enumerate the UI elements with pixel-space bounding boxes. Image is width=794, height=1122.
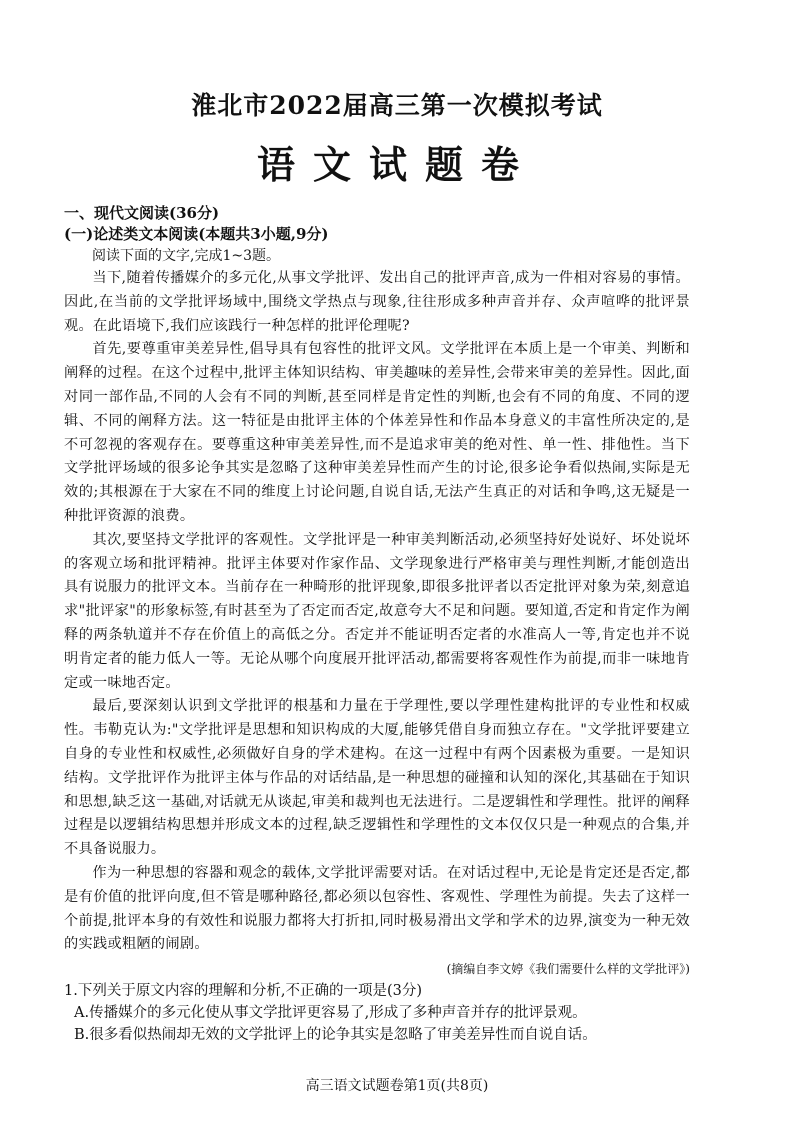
section-subtitle: (一)论述类文本阅读(本题共3小题,9分) xyxy=(64,225,329,243)
passage-paragraph-1: 当下,随着传播媒介的多元化,从事文学批评、发出自己的批评声音,成为一件相对容易的事情。因此,在当前的文学批评场域中,围绕文学热点与现象,往往形成多种声音并存、众声喧哗的批评景观。在此语境下,我们应该践行一种怎样的批评伦理呢? xyxy=(64,270,690,334)
reading-instruction: 阅读下面的文字,完成1~3题。 xyxy=(92,248,280,264)
subject-title: 语文试题卷 xyxy=(256,142,537,187)
exam-content xyxy=(64,203,690,1046)
passage-source: (摘编自李文婷《我们需要什么样的文学批评》) xyxy=(446,962,690,977)
page-footer: 高三语文试题卷第1页(共8页) xyxy=(305,1078,489,1094)
section-title: 一、现代文阅读(36分) xyxy=(64,204,220,222)
passage-paragraph-4: 最后,要深刻认识到文学批评的根基和力量在于学理性,要以学理性建构批评的专业性和权威性。韦勒克认为:"文学批评是思想和知识构成的大厦,能够凭借自身而独立存在。"文学批评要建立自身的专业性和权威性,必须做好自身的学术建构。在这一过程中有两个因素极为重要。一是知识结构。文学批评作为批评主体与作品的对话结晶,是一种思想的碰撞和认知的深化,其基础在于知识和思想,缺乏这一基础,对话就无从谈起,审美和裁判也无法进行。二是逻辑性和学理性。批评的阐释过程是以逻辑结构思想并形成文本的过程,缺乏逻辑性和学理性的文本仅仅只是一种观点的合集,并不具备说服力。 xyxy=(64,698,690,858)
passage-paragraph-3: 其次,要坚持文学批评的客观性。文学批评是一种审美判断活动,必须坚持好处说好、坏处说坏的客观立场和批评精神。批评主体要对作家作品、文学现象进行严格审美与理性判断,才能创造出具有说服力的批评文本。当前存在一种畸形的批评现象,即很多批评者以否定批评对象为荣,刻意追求"批评家"的形象标签,有时甚至为了否定而否定,故意夸大不足和问题。要知道,否定和肯定作为阐释的两条轨道并不存在价值上的高低之分。否定并不能证明否定者的水准高人一等,肯定也并不说明肯定者的能力低人一等。无论从哪个向度展开批评活动,都需要将客观性作为前提,而非一味地肯定或一味地否定。 xyxy=(64,531,690,691)
question-1-option-b: B.很多看似热闹却无效的文学批评上的论争其实是忽略了审美差异性而自说自话。 xyxy=(74,1027,597,1044)
question-1-option-a: A.传播媒介的多元化使从事文学批评更容易了,形成了多种声音并存的批评景观。 xyxy=(74,1005,587,1022)
question-1-stem: 1.下列关于原文内容的理解和分析,不正确的一项是(3分) xyxy=(64,983,422,1000)
passage-paragraph-2: 首先,要尊重审美差异性,倡导具有包容性的批评文风。文学批评在本质上是一个审美、判断和阐释的过程。在这个过程中,批评主体知识结构、审美趣味的差异性,会带来审美的差异性。因此,面对同一部作品,不同的人会有不同的判断,甚至同样是肯定性的判断,也会有不同的角度、不同的逻辑、不同的阐释方法。这一特征是由批评主体的个体差异性和作品本身意义的丰富性所决定的,是不可忽视的客观存在。要尊重这种审美差异性,而不是追求审美的绝对性、单一性、排他性。当下文学批评场域的很多论争其实是忽略了这种审美差异性而产生的讨论,很多论争看似热闹,实际是无效的;其根源在于大家在不同的维度上讨论问题,自说自话,无法产生真正的对话和争鸣,这无疑是一种批评资源的浪费。 xyxy=(64,341,690,524)
exam-title: 淮北市2022届高三第一次模拟考试 xyxy=(191,91,603,120)
passage-paragraph-5: 作为一种思想的容器和观念的载体,文学批评需要对话。在对话过程中,无论是肯定还是否定,都是有价值的批评向度,但不管是哪种路径,都必须以包容性、客观性、学理性为前提。失去了这样一个前提,批评本身的有效性和说服力都将大打折扣,同时极易滑出文学和学术的边界,演变为一种无效的实践或粗陋的闹剧。 xyxy=(64,864,690,953)
